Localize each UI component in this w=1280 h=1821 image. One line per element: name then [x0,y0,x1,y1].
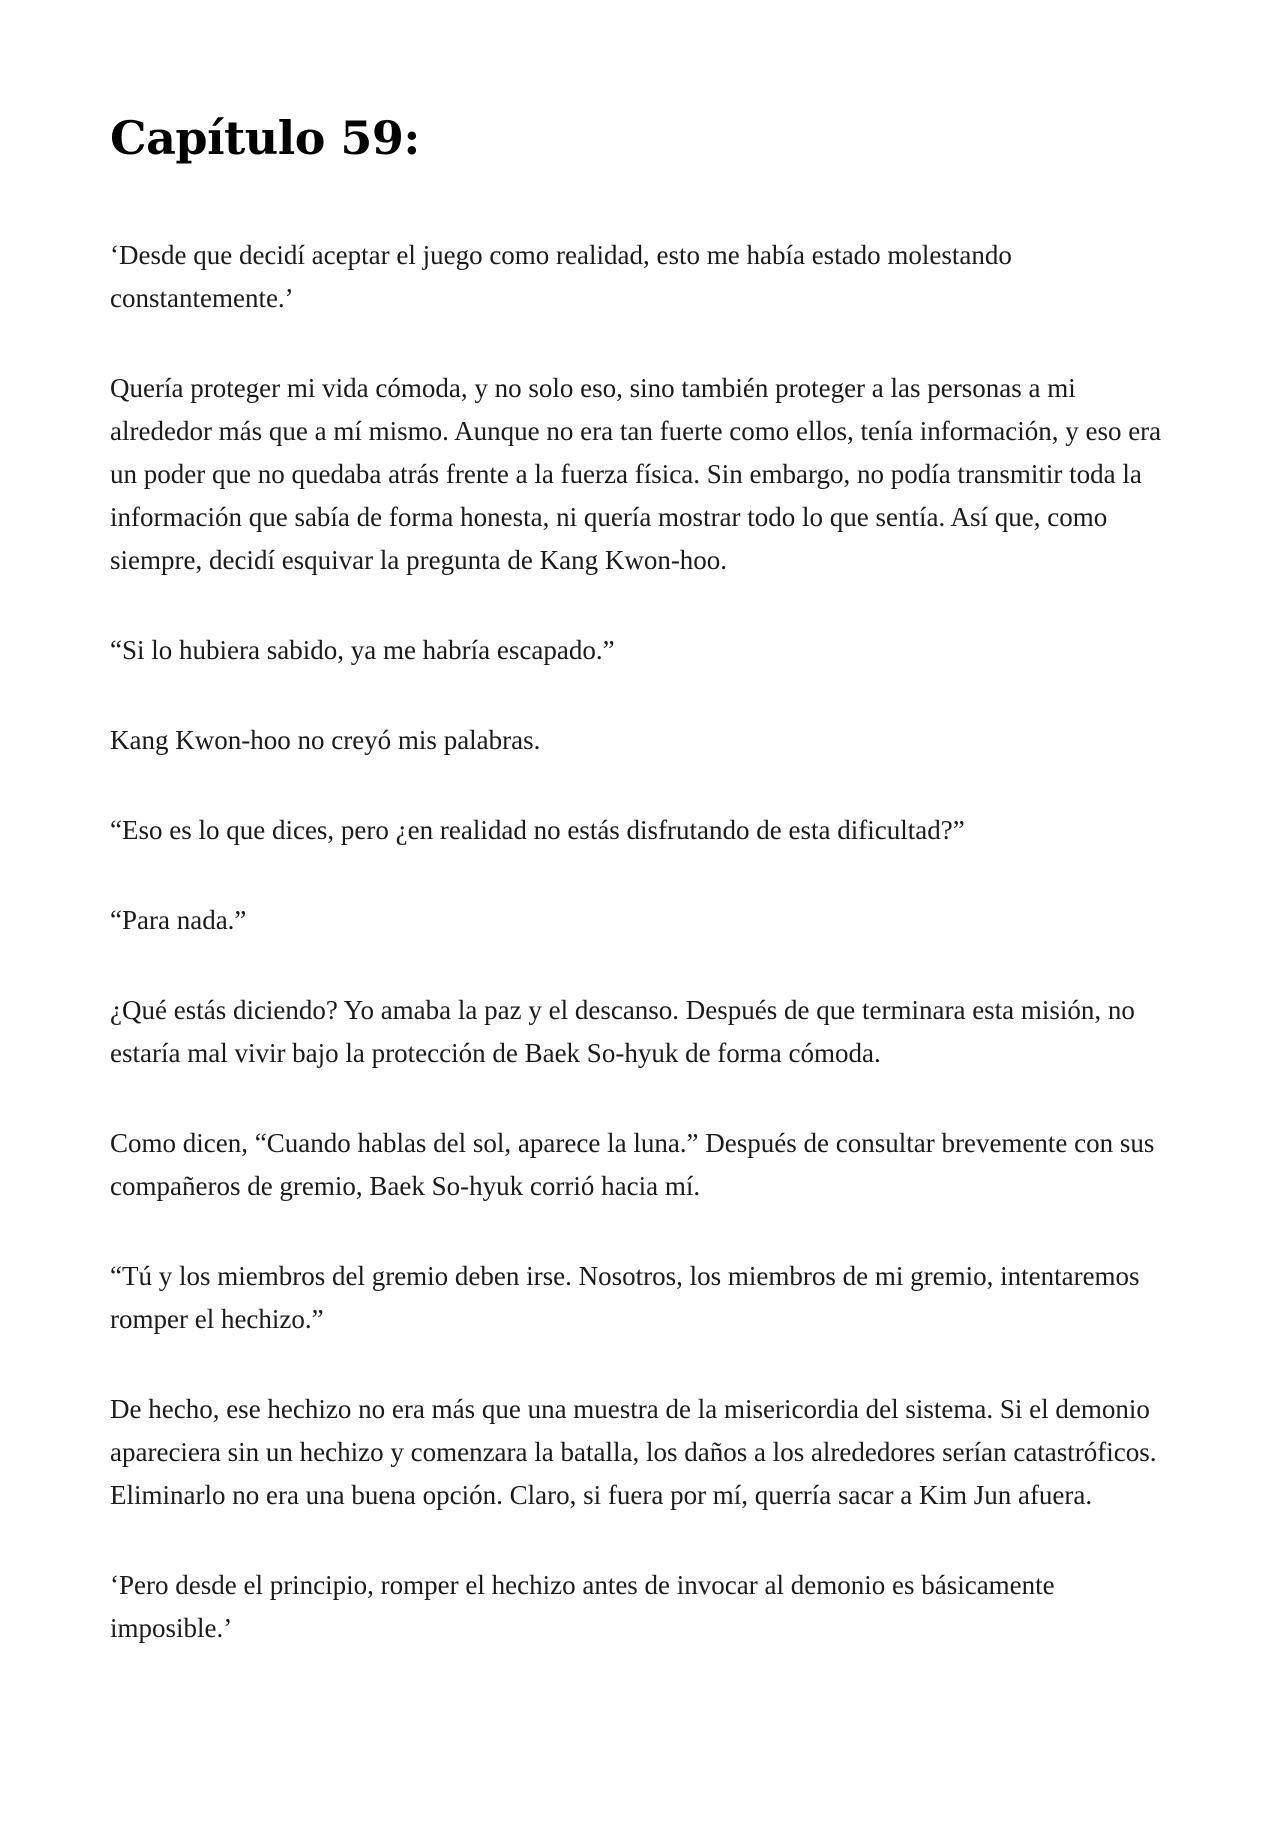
chapter-heading: Capítulo 59: [110,111,420,165]
paragraph: ‘Desde que decidí aceptar el juego como realidad, esto me había estado molestando constantemente.’ [110,239,1012,313]
paragraph: “Tú y los miembros del gremio deben irse. Nosotros, los miembros de mi gremio, intentaremos romper el hechizo.” [110,1260,1140,1334]
paragraphs [110,234,1168,1650]
paragraph: ‘Pero desde el principio, romper el hechizo antes de invocar al demonio es básicamente imposible.’ [110,1569,1055,1643]
paragraph: “Si lo hubiera sabido, ya me habría escapado.” [110,634,615,665]
paragraph: Como dicen, “Cuando hablas del sol, aparece la luna.” Después de consultar brevemente con sus compañeros de gremio, Baek So-hyuk corrió hacia mí. [110,1127,1155,1201]
paragraph: “Eso es lo que dices, pero ¿en realidad no estás disfrutando de esta dificultad?” [110,814,965,845]
paragraph: ¿Qué estás diciendo? Yo amaba la paz y el descanso. Después de que terminara esta misión, no estaría mal vivir bajo la protección de Baek So-hyuk de forma cómoda. [110,994,1135,1068]
paragraph: De hecho, ese hechizo no era más que una muestra de la misericordia del sistema. Si el demonio apareciera sin un hechizo y comenzara la batalla, los daños a los alrededores serían catastróficos. Eliminarlo no era una buena opción. Claro, si fuera por mí, querría sacar a Kim Jun afuera. [110,1393,1157,1510]
paragraph: Quería proteger mi vida cómoda, y no solo eso, sino también proteger a las personas a mi alrededor más que a mí mismo. Aunque no era tan fuerte como ellos, tenía información, y eso era un poder que no quedaba atrás frente a la fuerza física. Sin embargo, no podía transmitir toda la información que sabía de forma honesta, ni quería mostrar todo lo que sentía. Así que, como siempre, decidí esquivar la pregunta de Kang Kwon-hoo. [110,372,1162,575]
paragraph: Kang Kwon-hoo no creyó mis palabras. [110,724,541,755]
paragraph: “Para nada.” [110,904,247,935]
